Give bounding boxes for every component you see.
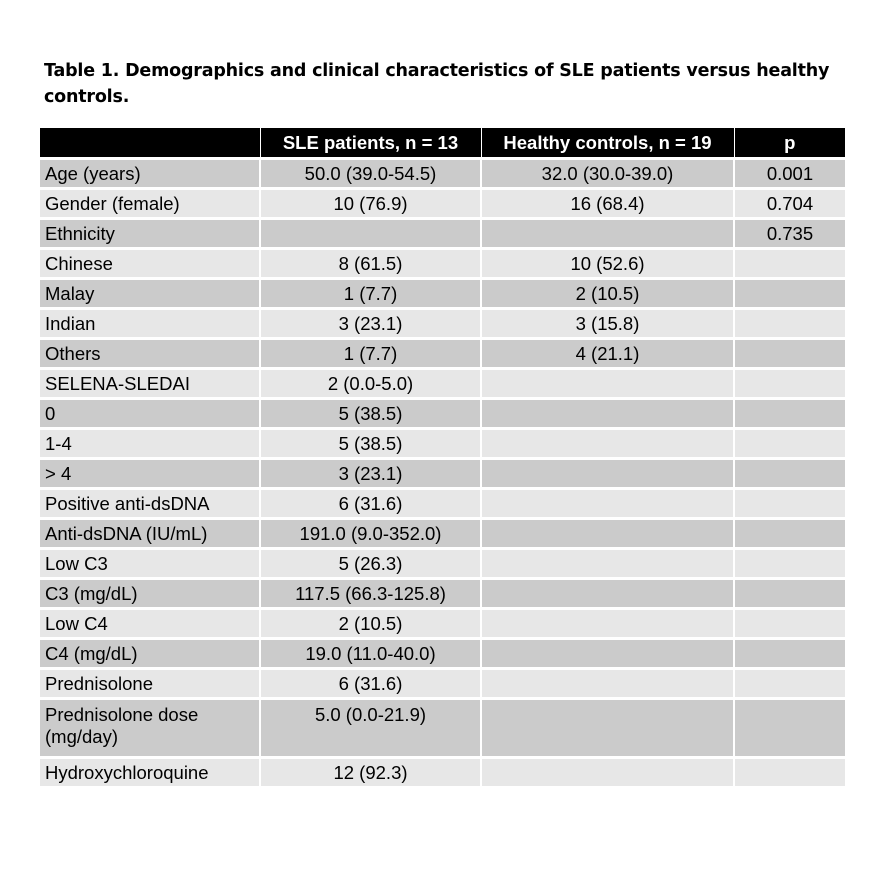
- p-value-cell: 0.704: [734, 189, 845, 219]
- table-header-row: [40, 128, 845, 159]
- p-value-cell: [734, 699, 845, 758]
- table-row: [40, 279, 845, 309]
- header-cell-controls: Healthy controls, n = 19: [481, 128, 734, 159]
- sle-value-cell: 2 (10.5): [260, 609, 481, 639]
- sle-value-cell: 1 (7.7): [260, 339, 481, 369]
- control-value-cell: [481, 579, 734, 609]
- characteristic-cell: Positive anti-dsDNA: [40, 489, 260, 519]
- table-row: [40, 459, 845, 489]
- p-value-cell: [734, 639, 845, 669]
- header-cell-characteristic: [40, 128, 260, 159]
- characteristic-cell: Anti-dsDNA (IU/mL): [40, 519, 260, 549]
- sle-value-cell: 5 (38.5): [260, 399, 481, 429]
- table-row: [40, 399, 845, 429]
- characteristic-cell: Low C4: [40, 609, 260, 639]
- p-value-cell: [734, 339, 845, 369]
- sle-value-cell: 12 (92.3): [260, 758, 481, 787]
- characteristic-cell: Gender (female): [40, 189, 260, 219]
- control-value-cell: [481, 399, 734, 429]
- p-value-cell: [734, 369, 845, 399]
- sle-value-cell: 10 (76.9): [260, 189, 481, 219]
- p-value-cell: [734, 609, 845, 639]
- table-row: [40, 429, 845, 459]
- characteristic-cell: > 4: [40, 459, 260, 489]
- p-value-cell: [734, 549, 845, 579]
- control-value-cell: [481, 219, 734, 249]
- control-value-cell: [481, 609, 734, 639]
- sle-value-cell: 3 (23.1): [260, 309, 481, 339]
- characteristic-cell: Indian: [40, 309, 260, 339]
- control-value-cell: 3 (15.8): [481, 309, 734, 339]
- sle-value-cell: 191.0 (9.0-352.0): [260, 519, 481, 549]
- table-row: [40, 549, 845, 579]
- caption-line-1: Table 1. Demographics and clinical characteristics of SLE patients versus healthy: [44, 61, 830, 81]
- p-value-cell: [734, 459, 845, 489]
- characteristic-cell: Prednisolone: [40, 669, 260, 699]
- table-row: [40, 669, 845, 699]
- p-value-cell: [734, 399, 845, 429]
- characteristic-cell: C3 (mg/dL): [40, 579, 260, 609]
- control-value-cell: [481, 459, 734, 489]
- sle-value-cell: 1 (7.7): [260, 279, 481, 309]
- table-row: [40, 309, 845, 339]
- p-value-cell: [734, 669, 845, 699]
- control-value-cell: 16 (68.4): [481, 189, 734, 219]
- table-row: [40, 699, 845, 758]
- table-row: [40, 579, 845, 609]
- characteristic-cell: Chinese: [40, 249, 260, 279]
- p-value-cell: [734, 249, 845, 279]
- p-value-cell: [734, 519, 845, 549]
- characteristic-cell: Hydroxychloroquine: [40, 758, 260, 787]
- control-value-cell: [481, 669, 734, 699]
- characteristic-cell: Prednisolone dose (mg/day): [40, 699, 260, 758]
- p-value-cell: [734, 309, 845, 339]
- characteristic-cell: SELENA-SLEDAI: [40, 369, 260, 399]
- sle-value-cell: 2 (0.0-5.0): [260, 369, 481, 399]
- characteristic-cell: 1-4: [40, 429, 260, 459]
- table-body: [40, 159, 845, 787]
- sle-value-cell: 5 (38.5): [260, 429, 481, 459]
- caption-line-2: controls.: [44, 87, 130, 107]
- control-value-cell: 32.0 (30.0-39.0): [481, 159, 734, 189]
- table-row: [40, 369, 845, 399]
- control-value-cell: [481, 758, 734, 787]
- sle-value-cell: 8 (61.5): [260, 249, 481, 279]
- table-row: [40, 189, 845, 219]
- control-value-cell: [481, 369, 734, 399]
- p-value-cell: [734, 758, 845, 787]
- sle-value-cell: 5.0 (0.0-21.9): [260, 699, 481, 758]
- table-row: [40, 249, 845, 279]
- control-value-cell: [481, 489, 734, 519]
- table-row: [40, 489, 845, 519]
- control-value-cell: 10 (52.6): [481, 249, 734, 279]
- p-value-cell: [734, 579, 845, 609]
- p-value-cell: [734, 429, 845, 459]
- header-cell-p: p: [734, 128, 845, 159]
- sle-value-cell: 3 (23.1): [260, 459, 481, 489]
- characteristic-cell: Ethnicity: [40, 219, 260, 249]
- table-row: [40, 609, 845, 639]
- demographics-table: [40, 128, 845, 786]
- p-value-cell: [734, 489, 845, 519]
- p-value-cell: 0.735: [734, 219, 845, 249]
- sle-value-cell: 50.0 (39.0-54.5): [260, 159, 481, 189]
- table-row: [40, 219, 845, 249]
- p-value-cell: 0.001: [734, 159, 845, 189]
- header-cell-sle: SLE patients, n = 13: [260, 128, 481, 159]
- sle-value-cell: 19.0 (11.0-40.0): [260, 639, 481, 669]
- sle-value-cell: 5 (26.3): [260, 549, 481, 579]
- control-value-cell: [481, 549, 734, 579]
- characteristic-cell: C4 (mg/dL): [40, 639, 260, 669]
- sle-value-cell: 6 (31.6): [260, 669, 481, 699]
- control-value-cell: [481, 519, 734, 549]
- control-value-cell: 2 (10.5): [481, 279, 734, 309]
- table-row: [40, 758, 845, 787]
- table-row: [40, 639, 845, 669]
- sle-value-cell: [260, 219, 481, 249]
- sle-value-cell: 6 (31.6): [260, 489, 481, 519]
- table-row: [40, 339, 845, 369]
- p-value-cell: [734, 279, 845, 309]
- control-value-cell: [481, 429, 734, 459]
- sle-value-cell: 117.5 (66.3-125.8): [260, 579, 481, 609]
- characteristic-cell: Low C3: [40, 549, 260, 579]
- table-caption: [44, 58, 844, 110]
- control-value-cell: 4 (21.1): [481, 339, 734, 369]
- characteristic-cell: Age (years): [40, 159, 260, 189]
- table-row: [40, 159, 845, 189]
- control-value-cell: [481, 699, 734, 758]
- characteristic-cell: Malay: [40, 279, 260, 309]
- control-value-cell: [481, 639, 734, 669]
- characteristic-cell: Others: [40, 339, 260, 369]
- characteristic-cell: 0: [40, 399, 260, 429]
- table-row: [40, 519, 845, 549]
